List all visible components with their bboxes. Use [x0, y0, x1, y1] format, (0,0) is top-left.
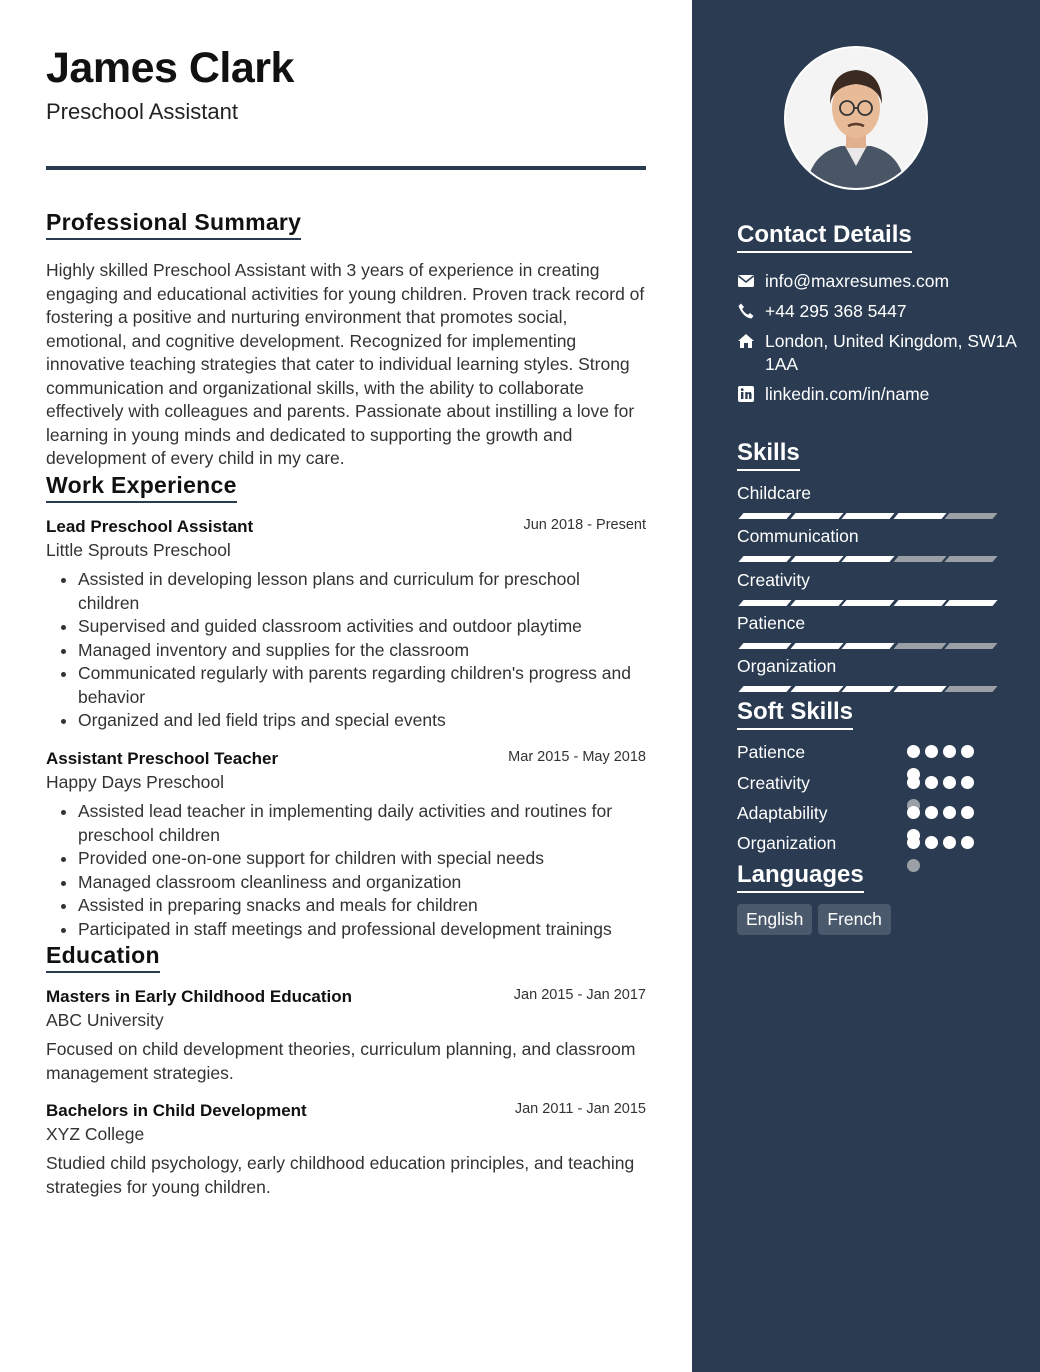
soft-skill-rating	[907, 745, 987, 759]
envelope-icon	[737, 272, 755, 290]
skill-level-bar	[737, 513, 997, 520]
education-heading: Education	[46, 942, 160, 973]
skill-bar-segment	[790, 556, 843, 562]
rating-dot	[943, 776, 956, 789]
skill-level-bar	[737, 556, 997, 563]
linkedin-icon	[737, 385, 755, 403]
soft-skill-name: Patience	[737, 742, 806, 762]
list-item: • Managed classroom cleanliness and organization	[78, 871, 646, 895]
skills-heading: Skills	[737, 439, 800, 471]
soft-skill-name: Adaptability	[737, 803, 828, 823]
rating-dot	[907, 806, 920, 819]
address-text: London, United Kingdom, SW1A 1AA	[765, 331, 1016, 374]
skill-name: Communication	[737, 526, 859, 546]
job-entry	[46, 517, 646, 733]
education-entry	[46, 1101, 646, 1199]
education-entry	[46, 987, 646, 1085]
job-entry	[46, 749, 646, 941]
skill-item	[737, 526, 997, 547]
skill-bar-segment	[893, 513, 946, 519]
skill-level-bar	[737, 643, 997, 650]
soft-skill-item	[737, 742, 997, 763]
skill-bar-segment	[841, 686, 894, 692]
experience-heading: Work Experience	[46, 472, 237, 503]
skill-bar-segment	[738, 513, 791, 519]
home-icon	[737, 332, 755, 350]
list-item: • Communicated regularly with parents regarding children's progress and behavior	[78, 662, 646, 709]
skill-item	[737, 570, 997, 591]
degree-title: Bachelors in Child Development	[46, 1101, 307, 1120]
languages-heading: Languages	[737, 861, 864, 893]
candidate-title: Preschool Assistant	[46, 99, 238, 124]
school-name: XYZ College	[46, 1124, 145, 1144]
skill-bar-segment	[944, 643, 997, 649]
list-item: • Assisted lead teacher in implementing daily activities and routines for preschool children	[78, 800, 646, 847]
language-tags	[737, 904, 897, 935]
soft-skill-item	[737, 833, 997, 854]
contact-phone[interactable]	[737, 300, 1027, 323]
rating-dot	[907, 745, 920, 758]
email-text: info@maxresumes.com	[765, 271, 950, 291]
skill-bar-segment	[944, 556, 997, 562]
language-tag: French	[818, 904, 890, 935]
skill-bar-segment	[738, 556, 791, 562]
job-date: Mar 2015 - May 2018	[508, 749, 646, 765]
summary-heading: Professional Summary	[46, 209, 301, 240]
list-item: • Managed inventory and supplies for the classroom	[78, 639, 646, 663]
rating-dot	[907, 776, 920, 789]
job-title: Assistant Preschool Teacher	[46, 749, 279, 768]
skill-bar-segment	[738, 600, 791, 606]
skill-bar-segment	[893, 556, 946, 562]
skill-bar-segment	[790, 513, 843, 519]
degree-title: Masters in Early Childhood Education	[46, 987, 353, 1006]
education-description: Studied child psychology, early childhood education principles, and teaching strategies for young children.	[46, 1153, 635, 1197]
soft-skill-rating	[907, 776, 987, 790]
skill-bar-segment	[893, 643, 946, 649]
job-company: Happy Days Preschool	[46, 772, 224, 792]
skill-item	[737, 656, 997, 677]
soft-skill-name: Organization	[737, 833, 837, 853]
skill-bar-segment	[790, 600, 843, 606]
skill-name: Creativity	[737, 570, 810, 590]
job-bullets	[46, 568, 646, 733]
rating-dot	[943, 806, 956, 819]
phone-text: +44 295 368 5447	[765, 301, 907, 321]
soft-skill-item	[737, 803, 997, 824]
rating-dot	[925, 836, 938, 849]
rating-dot	[907, 859, 920, 872]
rating-dot	[961, 806, 974, 819]
skill-level-bar	[737, 600, 997, 607]
skill-bar-segment	[790, 643, 843, 649]
skill-name: Organization	[737, 656, 837, 676]
skill-name: Patience	[737, 613, 806, 633]
skill-bar-segment	[790, 686, 843, 692]
skill-level-bar	[737, 686, 997, 693]
list-item: • Participated in staff meetings and professional development trainings	[78, 918, 646, 942]
job-bullets	[46, 800, 646, 941]
skill-item	[737, 483, 997, 504]
skill-bar-segment	[944, 686, 997, 692]
education-date: Jan 2011 - Jan 2015	[514, 1101, 646, 1117]
phone-icon	[737, 302, 755, 320]
skill-bar-segment	[841, 643, 894, 649]
soft-skill-rating	[907, 806, 987, 820]
rating-dot	[961, 745, 974, 758]
list-item: • Assisted in preparing snacks and meals for children	[78, 894, 646, 918]
avatar	[784, 46, 928, 190]
education-description: Focused on child development theories, curriculum planning, and classroom management strategies.	[46, 1039, 636, 1083]
list-item: • Organized and led field trips and special events	[78, 709, 646, 733]
contact-linkedin[interactable]	[737, 383, 1027, 406]
soft-skill-item	[737, 773, 997, 794]
skill-bar-segment	[738, 643, 791, 649]
skill-bar-segment	[841, 600, 894, 606]
header-divider	[46, 166, 646, 170]
rating-dot	[943, 745, 956, 758]
skill-name: Childcare	[737, 483, 811, 503]
rating-dot	[907, 836, 920, 849]
skill-bar-segment	[893, 600, 946, 606]
contact-heading: Contact Details	[737, 221, 912, 253]
soft-skill-rating	[907, 836, 987, 850]
summary-text: Highly skilled Preschool Assistant with 3 years of experience in creating engaging and educational activities for young children. Proven track record of fostering a positive and nurturing environment that promotes social, emotional, and cognitive development. Recognized for implementing innovative teaching strategies that cater to individual learning styles. Strong communication and organizational skills, with the ability to collaborate effectively with colleagues and parents. Passionate about instilling a love for learning in young minds and dedicated to supporting the growth and development of every child in my care.	[46, 260, 645, 468]
skill-bar-segment	[944, 600, 997, 606]
candidate-name: James Clark	[46, 44, 294, 92]
job-company: Little Sprouts Preschool	[46, 540, 231, 560]
skill-bar-segment	[841, 513, 894, 519]
contact-address	[737, 330, 1027, 376]
job-date: Jun 2018 - Present	[523, 517, 646, 533]
sidebar	[692, 0, 1040, 1372]
linkedin-text: linkedin.com/in/name	[765, 384, 930, 404]
skill-bar-segment	[944, 513, 997, 519]
skill-bar-segment	[738, 686, 791, 692]
skill-bar-segment	[841, 556, 894, 562]
rating-dot	[961, 776, 974, 789]
rating-dot	[961, 836, 974, 849]
list-item: • Supervised and guided classroom activities and outdoor playtime	[78, 615, 646, 639]
contact-email[interactable]	[737, 270, 1027, 293]
rating-dot	[925, 745, 938, 758]
rating-dot	[943, 836, 956, 849]
education-date: Jan 2015 - Jan 2017	[513, 987, 646, 1003]
list-item: • Assisted in developing lesson plans and curriculum for preschool children	[78, 568, 646, 615]
list-item: • Provided one-on-one support for children with special needs	[78, 847, 646, 871]
rating-dot	[925, 806, 938, 819]
skill-item	[737, 613, 997, 634]
rating-dot	[925, 776, 938, 789]
job-title: Lead Preschool Assistant	[46, 517, 254, 536]
soft-skill-name: Creativity	[737, 773, 810, 793]
avatar-image	[786, 48, 926, 188]
school-name: ABC University	[46, 1010, 164, 1030]
soft-skills-heading: Soft Skills	[737, 698, 853, 730]
language-tag: English	[737, 904, 812, 935]
skill-bar-segment	[893, 686, 946, 692]
